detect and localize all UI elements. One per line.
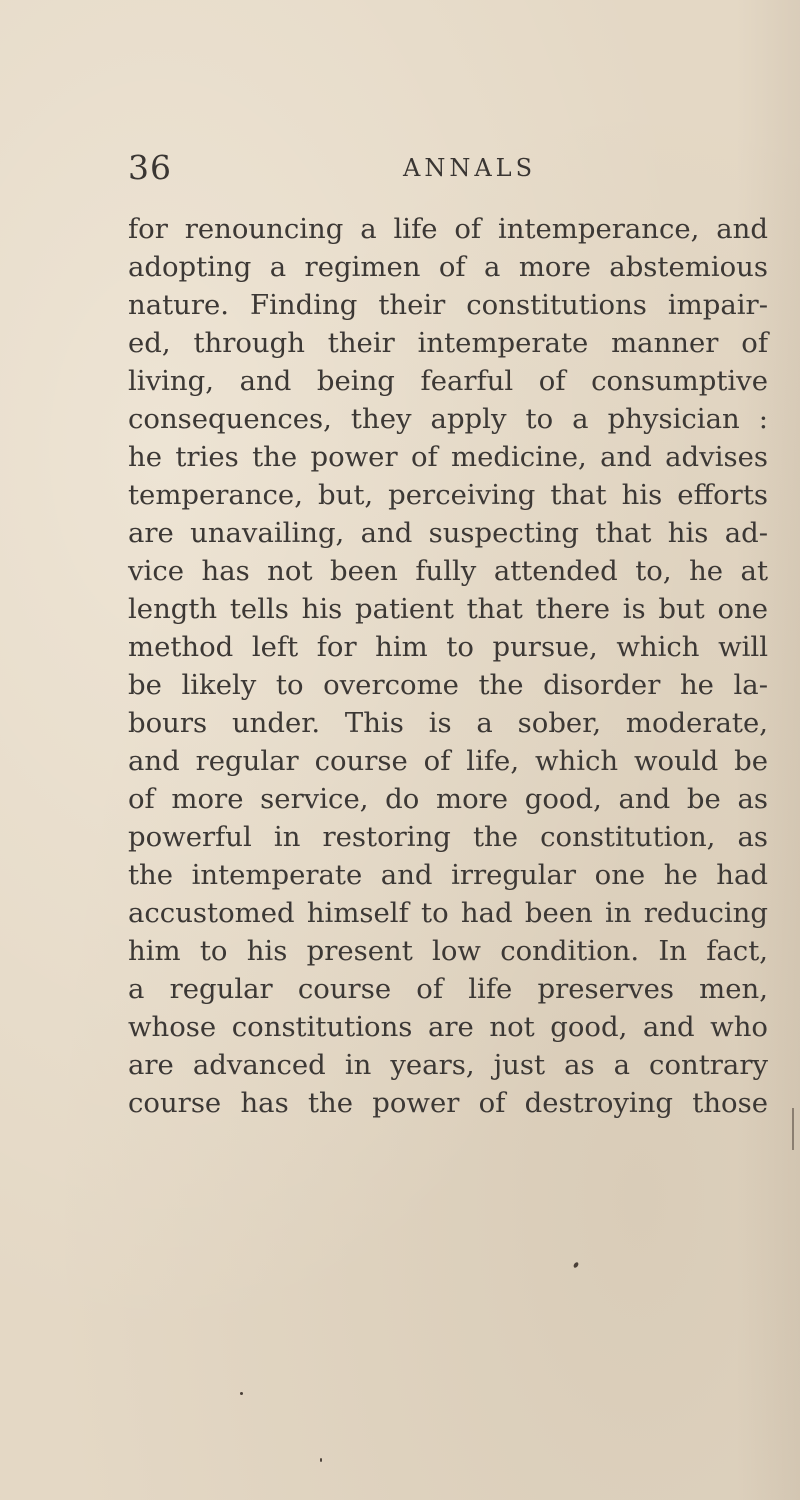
text-line: vice has not been fully attended to, he at xyxy=(128,555,768,587)
text-line: adopting a regimen of a more abstemious xyxy=(128,251,768,283)
text-line: the intemperate and irregular one he had xyxy=(128,859,768,891)
body-text xyxy=(128,210,768,1122)
text-line: living, and being fearful of consumptive xyxy=(128,365,768,397)
text-line: a regular course of life preserves men, xyxy=(128,973,768,1005)
text-line: length tells his patient that there is but one xyxy=(128,593,768,625)
text-line: be likely to overcome the disorder he la- xyxy=(128,669,768,701)
ink-speck xyxy=(320,1458,322,1462)
text-line: temperance, but, perceiving that his efforts xyxy=(128,479,768,511)
text-line: accustomed himself to had been in reducing xyxy=(128,897,768,929)
text-line: are unavailing, and suspecting that his ad- xyxy=(128,517,768,549)
text-line: method left for him to pursue, which will xyxy=(128,631,768,663)
page-header xyxy=(128,148,768,194)
page-edge-mark xyxy=(792,1108,794,1150)
text-line: ed, through their intemperate manner of xyxy=(128,327,768,359)
text-line: he tries the power of medicine, and advises xyxy=(128,441,768,473)
text-line: bours under. This is a sober, moderate, xyxy=(128,707,768,739)
text-line: of more service, do more good, and be as xyxy=(128,783,768,815)
text-line: course has the power of destroying those xyxy=(128,1087,768,1119)
page-number: 36 xyxy=(128,148,172,187)
ink-speck xyxy=(240,1392,243,1395)
text-line: nature. Finding their constitutions impair- xyxy=(128,289,768,321)
text-line: and regular course of life, which would be xyxy=(128,745,768,777)
ink-speck xyxy=(573,1261,580,1268)
text-line: him to his present low condition. In fact, xyxy=(128,935,768,967)
text-line: for renouncing a life of intemperance, and xyxy=(128,213,768,245)
running-head: ANNALS xyxy=(403,154,537,182)
text-line: consequences, they apply to a physician : xyxy=(128,403,768,435)
text-line: powerful in restoring the constitution, as xyxy=(128,821,768,853)
text-line: are advanced in years, just as a contrary xyxy=(128,1049,768,1081)
text-line: whose constitutions are not good, and who xyxy=(128,1011,768,1043)
